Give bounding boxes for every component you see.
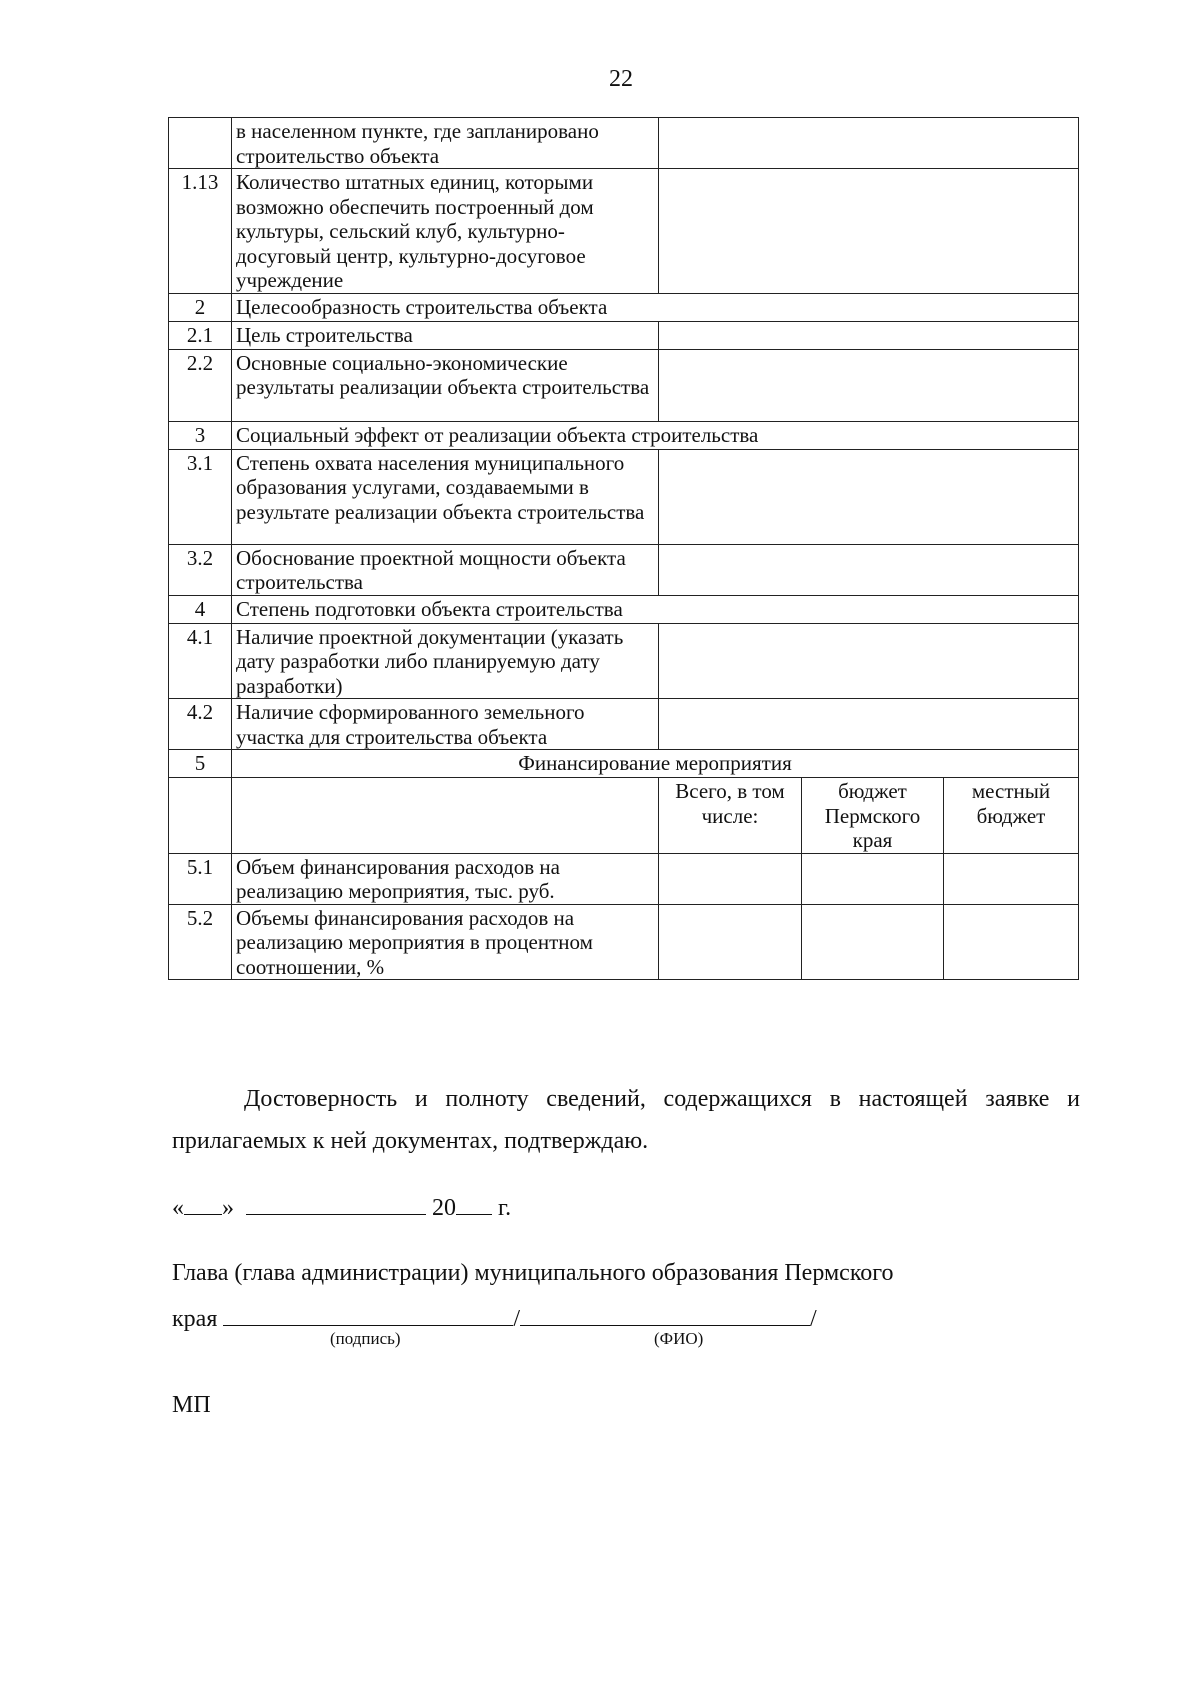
value-cell[interactable] (659, 699, 1079, 750)
application-form-table (168, 117, 1079, 980)
financing-column-header: Всего, в том числе: (659, 778, 802, 854)
financing-value-cell[interactable] (802, 904, 944, 980)
signature-caption: (подпись) (330, 1329, 401, 1348)
fio-blank[interactable] (520, 1301, 810, 1326)
row-label: Объем финансирования расходов на реализацию мероприятия, тыс. руб. (232, 853, 659, 904)
seal-place: МП (172, 1392, 211, 1418)
value-cell[interactable] (659, 544, 1079, 595)
financing-column-header: местный бюджет (944, 778, 1079, 854)
value-cell[interactable] (659, 169, 1079, 294)
value-cell[interactable] (659, 118, 1079, 169)
row-label: Количество штатных единиц, которыми возможно обеспечить построенный дом культуры, сельский клуб, культурно-досуговый центр, культурно-досуговое учреждение (232, 169, 659, 294)
financing-title-row (169, 750, 1079, 778)
value-cell[interactable] (659, 449, 1079, 544)
month-blank[interactable] (246, 1190, 426, 1215)
table-row (169, 544, 1079, 595)
year-blank[interactable] (456, 1190, 492, 1215)
table-row (169, 853, 1079, 904)
slash-1: / (513, 1306, 521, 1332)
day-blank[interactable] (184, 1190, 222, 1215)
financing-value-cell[interactable] (802, 853, 944, 904)
section-title: Целесообразность строительства объекта (232, 293, 1079, 321)
value-cell[interactable] (659, 623, 1079, 699)
financing-value-cell[interactable] (944, 904, 1079, 980)
value-cell[interactable] (659, 349, 1079, 421)
financing-header-row (169, 778, 1079, 854)
table-row (169, 118, 1079, 169)
table-row (169, 449, 1079, 544)
value-cell[interactable] (659, 321, 1079, 349)
financing-value-cell[interactable] (944, 853, 1079, 904)
slash-2: / (810, 1306, 817, 1332)
signature-blank[interactable] (223, 1301, 513, 1326)
financing-value-cell[interactable] (659, 904, 802, 980)
section-title: Степень подготовки объекта строительства (232, 595, 1079, 623)
row-label: Наличие проектной документации (указать дату разработки либо планируемую дату разработки) (232, 623, 659, 699)
table-row (169, 904, 1079, 980)
row-label: в населенном пункте, где запланировано строительство объекта (232, 118, 659, 169)
row-number: 4 (169, 595, 232, 623)
table-row (169, 169, 1079, 294)
row-number: 3 (169, 421, 232, 449)
row-number: 5.2 (169, 904, 232, 980)
head-title-end: края (172, 1306, 218, 1332)
year-suffix: г. (498, 1195, 512, 1221)
financing-title: Финансирование мероприятия (232, 750, 1079, 778)
date-close-quote: » (222, 1195, 234, 1221)
row-number: 5.1 (169, 853, 232, 904)
date-line (172, 1190, 511, 1222)
section-title: Социальный эффект от реализации объекта строительства (232, 421, 1079, 449)
empty-cell (169, 778, 232, 854)
row-number: 2.2 (169, 349, 232, 421)
table-row (169, 595, 1079, 623)
row-label: Обоснование проектной мощности объекта строительства (232, 544, 659, 595)
table-row (169, 321, 1079, 349)
empty-cell (232, 778, 659, 854)
signature-line (172, 1301, 817, 1333)
row-number (169, 118, 232, 169)
row-label: Цель строительства (232, 321, 659, 349)
row-number: 4.1 (169, 623, 232, 699)
page-number: 22 (609, 66, 633, 92)
table-row (169, 293, 1079, 321)
row-number: 1.13 (169, 169, 232, 294)
row-number: 2.1 (169, 321, 232, 349)
row-number: 4.2 (169, 699, 232, 750)
financing-value-cell[interactable] (659, 853, 802, 904)
table-row (169, 699, 1079, 750)
financing-column-header: бюджет Пермского края (802, 778, 944, 854)
affirmation-text: Достоверность и полноту сведений, содержащихся в настоящей заявке и прилагаемых к ней документах, подтверждаю. (172, 1086, 1080, 1154)
date-open-quote: « (172, 1195, 184, 1221)
fio-caption: (ФИО) (654, 1329, 704, 1348)
row-label: Объемы финансирования расходов на реализацию мероприятия в процентном соотношении, % (232, 904, 659, 980)
row-number: 2 (169, 293, 232, 321)
table-row (169, 349, 1079, 421)
row-number: 5 (169, 750, 232, 778)
row-number: 3.1 (169, 449, 232, 544)
row-label: Степень охвата населения муниципального образования услугами, создаваемыми в результате реализации объекта строительства (232, 449, 659, 544)
form-table-body (169, 118, 1079, 980)
table-row (169, 623, 1079, 699)
head-title: Глава (глава администрации) муниципального образования Пермского (172, 1260, 894, 1286)
row-label: Наличие сформированного земельного участка для строительства объекта (232, 699, 659, 750)
row-number: 3.2 (169, 544, 232, 595)
row-label: Основные социально-экономические результаты реализации объекта строительства (232, 349, 659, 421)
table-row (169, 421, 1079, 449)
year-prefix: 20 (432, 1195, 456, 1221)
